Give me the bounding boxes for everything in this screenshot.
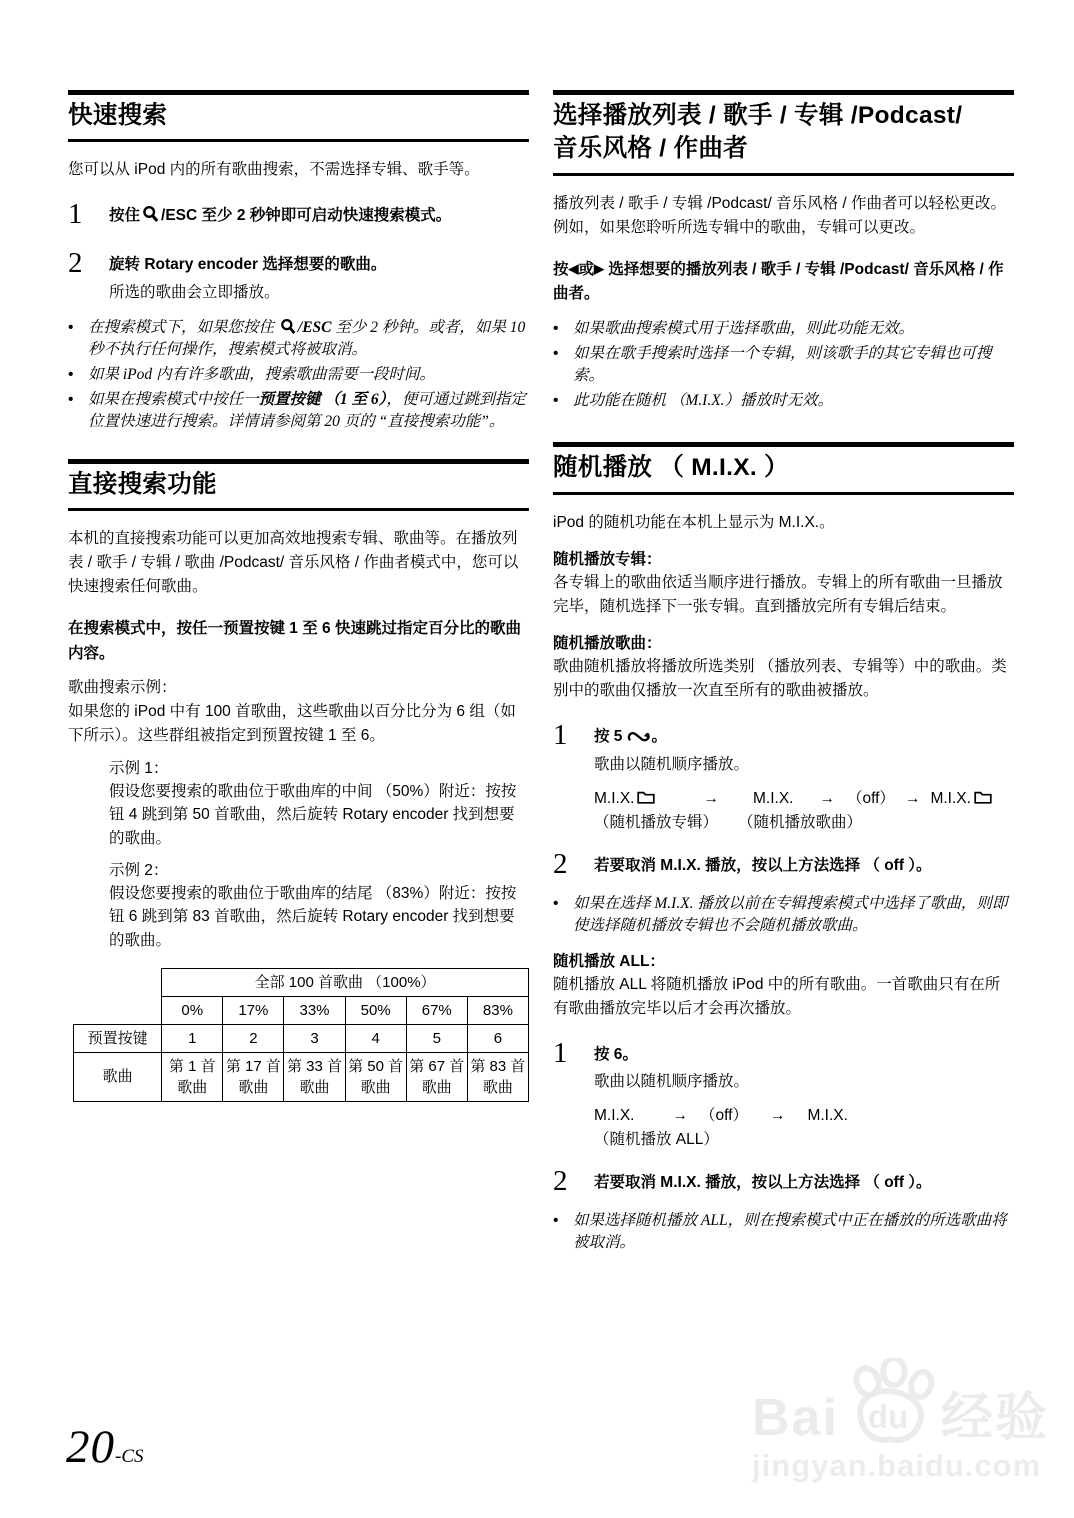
table-cell: 第 50 首 歌曲 xyxy=(345,1052,406,1101)
table-cell: 6 xyxy=(467,1024,528,1052)
bullet-dot: • xyxy=(553,1211,559,1229)
example-text: 假设您要搜索的歌曲位于歌曲库的结尾 （83%）附近：按按钮 6 跳到第 83 首歌曲，然后旋转 Rotary encoder 找到想要的歌曲。 xyxy=(109,885,517,949)
notes-list xyxy=(553,318,1014,412)
mix-mode-flow xyxy=(594,786,1014,808)
mix-all-flow-captions xyxy=(594,1127,1014,1149)
bullet-dot: • xyxy=(68,318,74,336)
section-title-line2: 音乐风格 / 作曲者 xyxy=(553,135,748,163)
intro-paragraph: 本机的直接搜索功能可以更加高效地搜索专辑、歌曲等。在播放列表 / 歌手 / 专辑 / 歌曲 /Podcast/ 音乐风格 / 作曲者模式中，您可以快速搜索任何歌曲。 xyxy=(68,529,519,596)
action-text: 选择想要的播放列表 / 歌手 / 专辑 /Podcast/ 音乐风格 / 作曲者。 xyxy=(553,260,1004,303)
action-text: 按 xyxy=(553,260,569,278)
flow-caption: （随机播放歌曲） xyxy=(738,813,863,831)
note-item xyxy=(553,343,1014,387)
table-cell: 50% xyxy=(345,996,406,1024)
flow-caption: （随机播放 ALL） xyxy=(594,1131,719,1149)
table-cell: 17% xyxy=(223,996,284,1024)
step-text: 。 xyxy=(651,728,667,746)
shuffle-song-text: 歌曲随机播放将播放所选类别 （播放列表、专辑等）中的歌曲。类别中的歌曲仅播放一次直至所有的歌曲被播放。 xyxy=(553,658,1007,700)
mix-shuffle-icon xyxy=(622,728,651,745)
step-content xyxy=(594,1166,1014,1198)
note-text: ，便可通过跳到指定位置快速进行搜索。详情请参阅第 20 页的 “直接搜索功能”。 xyxy=(88,390,526,430)
folder-icon xyxy=(971,790,992,807)
page-number-suffix: -CS xyxy=(115,1446,144,1467)
notes-list xyxy=(553,893,1014,937)
example-1 xyxy=(109,757,529,850)
step-content xyxy=(109,199,529,231)
page-number-value: 20 xyxy=(66,1421,115,1473)
note-text: 如果歌曲搜索模式用于选择歌曲，则此功能无效。 xyxy=(573,320,915,338)
table-row-label: 歌曲 xyxy=(74,1052,162,1101)
left-column xyxy=(68,90,529,1102)
table-cell: 第 17 首 歌曲 xyxy=(223,1052,284,1101)
step-instruction xyxy=(594,725,1014,748)
step-text: 旋转 xyxy=(109,256,145,274)
note-text: 如果选择随机播放 ALL，则在搜索模式中正在播放的所选歌曲将被取消。 xyxy=(573,1211,1007,1251)
table-cell-empty xyxy=(74,996,162,1024)
table-cell: 5 xyxy=(406,1024,467,1052)
note-item xyxy=(553,893,1014,937)
action-instruction xyxy=(553,258,1014,306)
intro-paragraph: 您可以从 iPod 内的所有歌曲搜索，不需选择专辑、歌手等。 xyxy=(68,161,480,179)
section-title: 直接搜索功能 xyxy=(68,470,217,498)
table-cell: 3 xyxy=(284,1024,345,1052)
note-text: 如果在选择 M.I.X. 播放以前在专辑搜索模式中选择了歌曲，则即使选择随机播放专辑也不会随机播放歌曲。 xyxy=(573,894,1008,934)
preset-keys-label: 预置按键 （1 至 6） xyxy=(258,390,387,408)
table-cell: 33% xyxy=(284,996,345,1024)
note-text xyxy=(88,389,529,433)
section-header-mix xyxy=(553,442,1014,494)
section-header-quick-search xyxy=(68,90,529,142)
step-content xyxy=(109,248,529,304)
note-text xyxy=(88,317,529,361)
flow-state: M.I.X. xyxy=(594,1107,635,1125)
baidu-jingyan-watermark xyxy=(752,1358,1049,1484)
flow-state xyxy=(594,790,655,808)
flow-state: （off） xyxy=(699,1107,748,1125)
step-number: 1 xyxy=(553,719,568,752)
step-2 xyxy=(553,849,1014,881)
section-header-select-category xyxy=(553,90,1014,176)
step-note: 歌曲以随机顺序播放。 xyxy=(594,755,750,773)
flow-state: M.I.X. xyxy=(807,1107,848,1125)
step-note: 歌曲以随机顺序播放。 xyxy=(594,1073,750,1091)
baidu-paw-icon xyxy=(841,1358,939,1444)
step-text: 按住 xyxy=(109,207,141,225)
flow-arrow: → xyxy=(672,1107,688,1125)
key-label: /ESC xyxy=(297,318,332,336)
step-instruction: 若要取消 M.I.X. 播放，按以上方法选择 （ off ）。 xyxy=(594,1174,932,1192)
watermark-bai-text: Bai xyxy=(752,1389,839,1447)
watermark-du-text: du xyxy=(867,1398,909,1435)
step-instruction xyxy=(109,253,529,276)
table-cell: 2 xyxy=(223,1024,284,1052)
section-title: 快速搜索 xyxy=(68,102,168,129)
page-number xyxy=(66,1420,144,1474)
flow-state: M.I.X. xyxy=(752,789,794,807)
table-span-header: 全部 100 首歌曲 （100%） xyxy=(162,968,529,996)
example-label: 歌曲搜索示例： xyxy=(68,678,177,696)
step-number: 1 xyxy=(68,198,83,231)
preset-percentage-table xyxy=(73,968,529,1102)
flow-state xyxy=(930,790,991,808)
flow-arrow: → xyxy=(703,789,719,807)
step-text: 按 5 xyxy=(594,728,623,746)
magnifier-icon xyxy=(140,207,161,224)
step-number: 2 xyxy=(553,1165,568,1198)
step-number: 1 xyxy=(553,1036,568,1069)
step-number: 2 xyxy=(68,247,83,280)
table-row xyxy=(74,996,529,1024)
step-content xyxy=(594,720,1014,776)
intro-paragraph: 播放列表 / 歌手 / 专辑 /Podcast/ 音乐风格 / 作曲者可以轻松更改。例如，如果您聆听所选专辑中的歌曲，专辑可以更改。 xyxy=(553,194,1006,236)
section-title xyxy=(553,99,1014,166)
table-cell: 第 1 首 歌曲 xyxy=(162,1052,223,1101)
bold-note: 在搜索模式中，按任一预置按键 1 至 6 快速跳过指定百分比的歌曲内容。 xyxy=(68,620,521,662)
example-title: 示例 2： xyxy=(109,861,169,879)
left-arrow-triangle-icon: ◀ xyxy=(568,260,579,276)
note-text: 在搜索模式下，如果您按住 xyxy=(88,318,278,336)
section-header-direct-search xyxy=(68,459,529,511)
notes-list xyxy=(553,1210,1014,1254)
table-cell: 第 83 首 歌曲 xyxy=(467,1052,528,1101)
flow-arrow: → xyxy=(819,789,835,807)
note-text: 至少 2 秒钟。或者，如果 10 秒不执行任何操作，搜索模式将被取消。 xyxy=(88,318,526,358)
flow-state-label: M.I.X. xyxy=(594,789,635,807)
note-item xyxy=(68,317,529,361)
watermark-jingyan-text: 经验 xyxy=(940,1389,1049,1447)
folder-icon xyxy=(634,790,655,807)
example-text: 假设您要搜索的歌曲位于歌曲库的中间 （50%）附近：按按钮 4 跳到第 50 首歌曲，然后旋转 Rotary encoder 找到想要的歌曲。 xyxy=(109,783,517,847)
step-text: 按 6 xyxy=(594,1045,623,1063)
bullet-dot: • xyxy=(553,894,559,912)
action-text: 或 xyxy=(578,260,595,278)
table-cell: 0% xyxy=(162,996,223,1024)
note-text: 如果 iPod 内有许多歌曲，搜索歌曲需要一段时间。 xyxy=(88,365,436,383)
step-number: 2 xyxy=(553,847,568,880)
watermark-url: jingyan.baidu.com xyxy=(752,1448,1042,1483)
table-row xyxy=(74,968,529,996)
step-content xyxy=(594,849,1014,881)
step-text: 。 xyxy=(622,1045,638,1063)
step-note: 所选的歌曲会立即播放。 xyxy=(109,283,280,301)
magnifier-icon xyxy=(278,319,298,336)
mix-all-flow xyxy=(594,1103,1014,1125)
step-1 xyxy=(68,199,529,231)
flow-state-label: M.I.X. xyxy=(930,789,971,807)
section-title-line1: 选择播放列表 / 歌手 / 专辑 /Podcast/ xyxy=(553,102,963,129)
note-item xyxy=(68,389,529,433)
key-label: /ESC xyxy=(161,207,198,225)
shuffle-all-label: 随机播放 ALL： xyxy=(553,952,665,970)
note-text: 此功能在随机 （M.I.X.）播放时无效。 xyxy=(573,392,834,410)
shuffle-album-label: 随机播放专辑： xyxy=(553,550,662,568)
step-2-all xyxy=(553,1166,1014,1198)
table-cell-empty xyxy=(74,968,162,996)
bullet-dot: • xyxy=(68,365,74,383)
table-row xyxy=(74,1024,529,1052)
table-cell: 4 xyxy=(345,1024,406,1052)
flow-state: （off） xyxy=(846,789,895,807)
step-text: 至少 2 秒钟即可启动快速搜索模式。 xyxy=(197,207,452,225)
step-1-all xyxy=(553,1038,1014,1094)
notes-list xyxy=(68,317,529,433)
shuffle-song-label: 随机播放歌曲： xyxy=(553,635,662,653)
note-item xyxy=(553,390,1014,412)
step-content xyxy=(594,1038,1014,1094)
key-label: Rotary encoder xyxy=(144,256,259,274)
table-cell: 1 xyxy=(162,1024,223,1052)
shuffle-album-text: 各专辑上的歌曲依适当顺序进行播放。专辑上的所有歌曲一旦播放完毕，随机选择下一张专辑。直到播放完所有专辑后结束。 xyxy=(553,574,1003,616)
right-column xyxy=(553,90,1014,1257)
step-2 xyxy=(68,248,529,304)
right-arrow-triangle-icon: ▶ xyxy=(594,260,605,276)
section-title: 随机播放 （ M.I.X. ） xyxy=(553,454,789,482)
intro-paragraph: iPod 的随机功能在本机上显示为 M.I.X.。 xyxy=(553,513,835,531)
note-item xyxy=(553,318,1014,340)
table-cell: 83% xyxy=(467,996,528,1024)
note-text: 如果在歌手搜索时选择一个专辑，则该歌手的其它专辑也可搜索。 xyxy=(573,345,992,385)
note-text: 如果在搜索模式中按任一 xyxy=(88,390,259,408)
shuffle-all-text: 随机播放 ALL 将随机播放 iPod 中的所有歌曲。一首歌曲只有在所有歌曲播放完毕以后才会再次播放。 xyxy=(553,975,1001,1017)
example-title: 示例 1： xyxy=(109,759,169,777)
mix-flow-captions xyxy=(594,810,1014,832)
note-item xyxy=(553,1210,1014,1254)
bullet-dot: • xyxy=(553,392,559,410)
table-cell: 67% xyxy=(406,996,467,1024)
step-instruction: 若要取消 M.I.X. 播放，按以上方法选择 （ off ）。 xyxy=(594,856,932,874)
note-item xyxy=(68,364,529,386)
example-2 xyxy=(109,859,529,952)
bullet-dot: • xyxy=(68,390,74,408)
table-row-label: 预置按键 xyxy=(74,1024,162,1052)
example-intro: 如果您的 iPod 中有 100 首歌曲，这些歌曲以百分比分为 6 组（如下所示）。这些群组被指定到预置按键 1 至 6。 xyxy=(68,702,516,744)
table-cell: 第 67 首 歌曲 xyxy=(406,1052,467,1101)
flow-arrow: → xyxy=(904,789,921,807)
step-instruction xyxy=(594,1043,1014,1066)
table-cell: 第 33 首 歌曲 xyxy=(284,1052,345,1101)
table-row xyxy=(74,1052,529,1101)
step-1 xyxy=(553,720,1014,776)
bullet-dot: • xyxy=(553,320,559,338)
flow-arrow: → xyxy=(769,1107,786,1125)
step-text: 选择想要的歌曲。 xyxy=(258,256,387,274)
step-instruction xyxy=(109,204,529,227)
flow-caption: （随机播放专辑） xyxy=(594,813,719,831)
bullet-dot: • xyxy=(553,345,559,363)
watermark-logo xyxy=(752,1358,1049,1447)
